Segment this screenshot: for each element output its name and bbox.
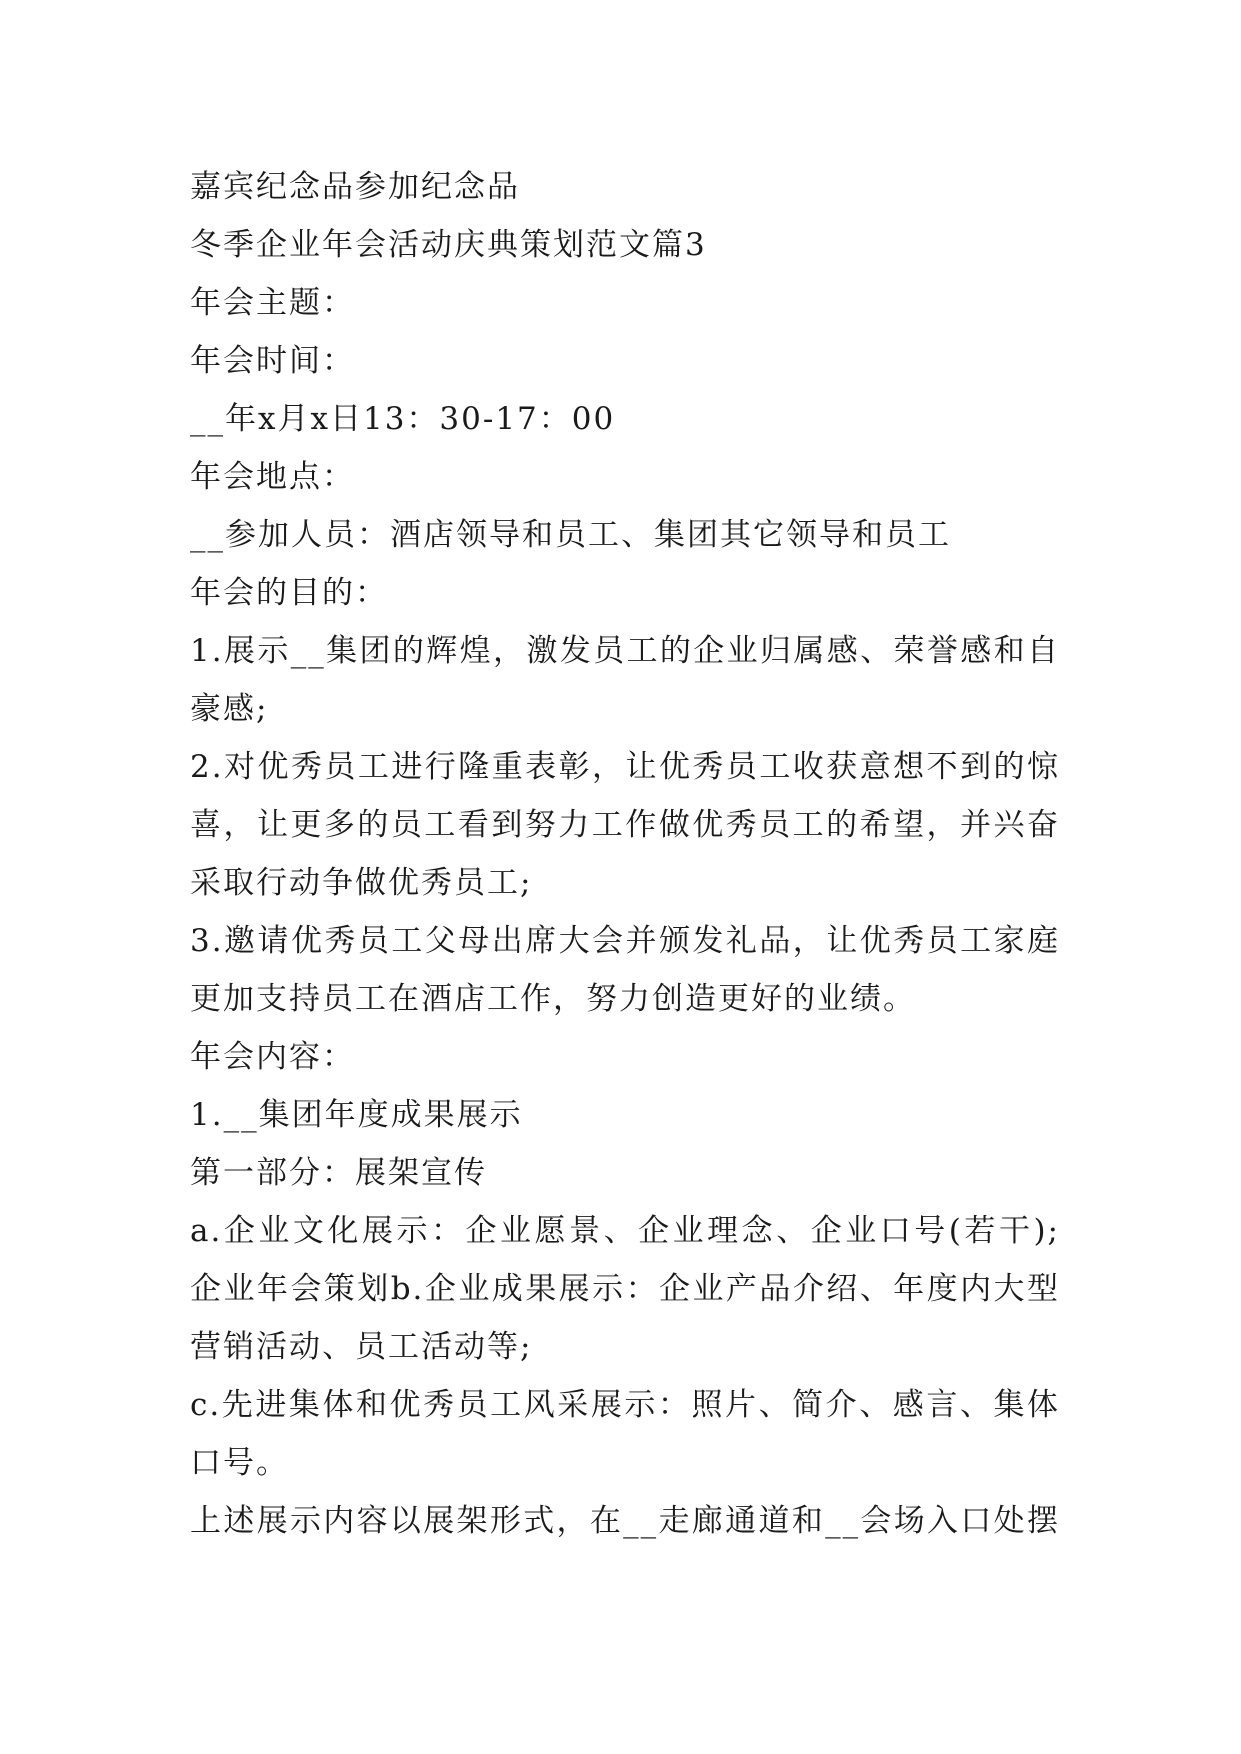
text-line: 更加支持员工在酒店工作，努力创造更好的业绩。 — [190, 981, 916, 1017]
section-heading: 冬季企业年会活动庆典策划范文篇3 — [190, 227, 707, 263]
text-line: 3.邀请优秀员工父母出席大会并颁发礼品，让优秀员工家庭 — [190, 923, 1060, 959]
text-line: 嘉宾纪念品参加纪念品 — [190, 169, 520, 205]
text-line: 豪感; — [190, 691, 269, 727]
text-line: __年x月x日13：30-17：00 — [190, 401, 616, 437]
text-line: 第一部分：展架宣传 — [190, 1155, 487, 1191]
text-line: 营销活动、员工活动等; — [190, 1329, 533, 1365]
text-line: c.先进集体和优秀员工风采展示：照片、简介、感言、集体 — [190, 1387, 1060, 1423]
text-line: a.企业文化展示：企业愿景、企业理念、企业口号(若干); — [190, 1213, 1060, 1249]
text-line: 年会主题： — [190, 285, 355, 321]
text-line: 喜，让更多的员工看到努力工作做优秀员工的希望，并兴奋 — [190, 807, 1060, 843]
text-line: 1.__集团年度成果展示 — [190, 1097, 523, 1133]
text-line: __参加人员：酒店领导和员工、集团其它领导和员工 — [190, 517, 951, 553]
text-line: 年会的目的： — [190, 575, 388, 611]
text-line: 1.展示__集团的辉煌，激发员工的企业归属感、荣誉感和自 — [190, 633, 1060, 669]
text-line: 口号。 — [190, 1445, 289, 1481]
text-line: 年会时间： — [190, 343, 355, 379]
text-line: 采取行动争做优秀员工; — [190, 865, 533, 901]
text-line: 企业年会策划b.企业成果展示：企业产品介绍、年度内大型 — [190, 1271, 1060, 1307]
document-body — [190, 158, 1060, 1550]
text-line: 年会地点： — [190, 459, 355, 495]
text-line: 上述展示内容以展架形式，在__走廊通道和__会场入口处摆 — [190, 1503, 1060, 1539]
text-line: 2.对优秀员工进行隆重表彰，让优秀员工收获意想不到的惊 — [190, 749, 1060, 785]
text-line: 年会内容： — [190, 1039, 355, 1075]
